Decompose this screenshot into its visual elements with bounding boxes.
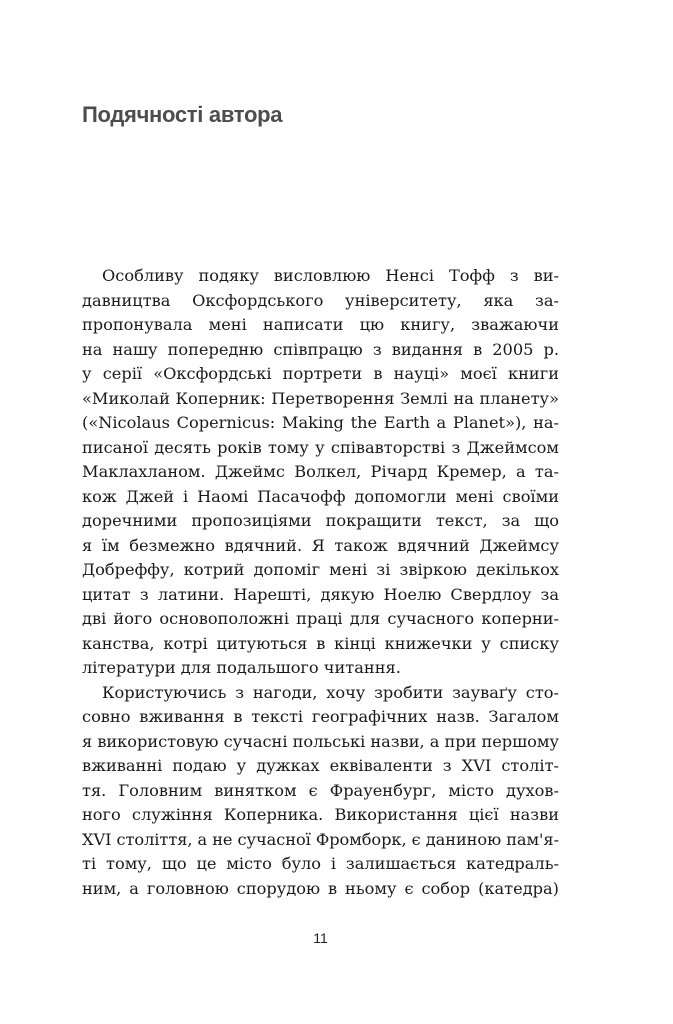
paragraph-acknowledgements [82,264,559,681]
text-line: писаної десять років тому у співавторстві з Джеймсом [82,437,559,457]
text-line: кож Джей і Наомі Пасачофф допомогли мені своїми [82,486,559,506]
text-line: ним, а головною спорудою в ньому є собор (катедра) [82,878,559,898]
text-line: канства, котрі цитуються в кінці книжечки у списку [82,633,559,653]
paragraph-geographic-names [82,681,559,902]
text-line: на нашу попередню співпрацю з видання в 2005 р. [82,339,559,359]
text-line: тя. Головним винятком є Фрауенбург, місто духов- [82,780,559,800]
text-line: пропонувала мені написати цю книгу, зважаючи [82,315,559,334]
text-line: ного служіння Коперника. Використання цієї назви [82,805,559,824]
text-line: ті тому, що це місто було і залишається катедраль- [82,854,559,873]
text-line: совно вживання в тексті географічних назв. Загалом [82,707,559,726]
text-line: («Nicolaus Copernicus: Making the Earth a Planet»), на- [82,413,559,432]
text-line: я їм безмежно вдячний. Я також вдячний Джеймсу [82,535,559,555]
text-line: Користуючись з нагоди, хочу зробити зауваґу сто- [102,682,559,702]
text-line: цитат з латини. Нарешті, дякую Ноелю Свердлоу за [82,584,559,604]
body-text [82,264,559,901]
text-line: «Миколай Коперник: Перетворення Землі на планету» [82,388,559,408]
text-line: літератури для подальшого читання. [82,658,401,677]
page-number: 11 [313,930,328,946]
text-line: XVI століття, а не сучасної Фромборк, є даниною пам'я- [82,829,559,849]
text-line: вживанні подаю у дужках еквіваленти з XVI століт- [82,756,559,775]
text-line: дві його основоположні праці для сучасного коперни- [82,609,559,628]
text-line: я використовую сучасні польські назви, а при першому [82,731,559,751]
page-title: Подячності автора [82,102,283,127]
text-line: Добреффу, котрий допоміг мені зі звіркою декількох [82,560,559,579]
text-line: давництва Оксфордського університету, яка за- [82,290,559,310]
text-line: Особливу подяку висловлюю Ненсі Тофф з ви- [102,266,559,285]
text-line: у серії «Оксфордські портрети в науці» моєї книги [82,364,559,383]
text-line: Маклахланом. Джеймс Волкел, Річард Кремер, а та- [82,462,559,481]
text-line: доречними пропозиціями покращити текст, за що [82,511,559,530]
